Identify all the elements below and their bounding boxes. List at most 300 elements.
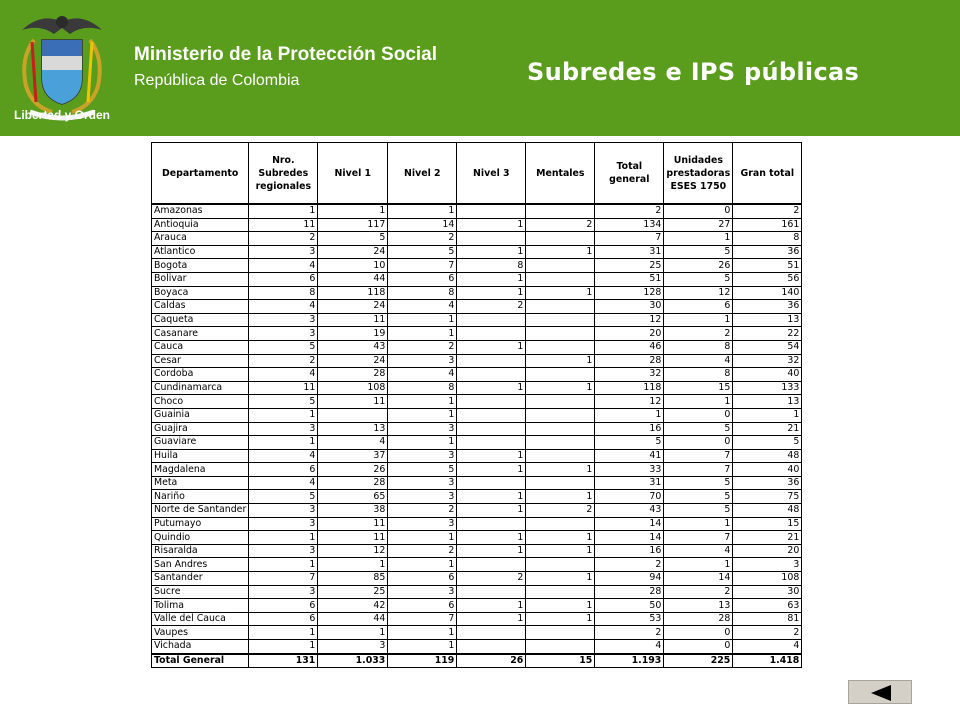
value-cell: 75: [733, 490, 802, 504]
department-cell: Bogota: [152, 259, 249, 273]
table-row: [152, 340, 802, 354]
value-cell: 161: [733, 218, 802, 232]
value-cell: 8: [249, 286, 318, 300]
value-cell: 14: [664, 572, 733, 586]
department-cell: Guainia: [152, 408, 249, 422]
column-header: Nivel 3: [457, 143, 526, 205]
value-cell: 8: [664, 368, 733, 382]
value-cell: 108: [318, 381, 388, 395]
value-cell: 3: [388, 354, 457, 368]
total-value-cell: 119: [388, 654, 457, 668]
value-cell: 1: [249, 640, 318, 654]
department-cell: Magdalena: [152, 463, 249, 477]
value-cell: 32: [595, 368, 664, 382]
value-cell: 13: [733, 313, 802, 327]
table-row: [152, 313, 802, 327]
value-cell: 25: [318, 585, 388, 599]
value-cell: [457, 640, 526, 654]
table-row: [152, 422, 802, 436]
value-cell: 21: [733, 422, 802, 436]
value-cell: 2: [595, 558, 664, 572]
value-cell: [457, 232, 526, 246]
value-cell: 5: [664, 504, 733, 518]
value-cell: 11: [318, 313, 388, 327]
department-cell: Nariño: [152, 490, 249, 504]
value-cell: 1: [457, 218, 526, 232]
value-cell: 5: [664, 245, 733, 259]
department-cell: Risaralda: [152, 544, 249, 558]
value-cell: 7: [388, 612, 457, 626]
value-cell: 8: [733, 232, 802, 246]
value-cell: 0: [664, 204, 733, 218]
department-cell: Vaupes: [152, 626, 249, 640]
value-cell: 6: [249, 463, 318, 477]
value-cell: 28: [595, 354, 664, 368]
value-cell: 5: [664, 422, 733, 436]
table-row: [152, 408, 802, 422]
table-row: [152, 449, 802, 463]
department-cell: Choco: [152, 395, 249, 409]
value-cell: 16: [595, 422, 664, 436]
table-row: [152, 626, 802, 640]
value-cell: 4: [249, 449, 318, 463]
value-cell: 3: [388, 490, 457, 504]
value-cell: 40: [733, 368, 802, 382]
value-cell: 3: [249, 585, 318, 599]
value-cell: 2: [733, 626, 802, 640]
value-cell: 2: [595, 626, 664, 640]
value-cell: 43: [595, 504, 664, 518]
value-cell: 1: [595, 408, 664, 422]
value-cell: 31: [595, 476, 664, 490]
value-cell: 1: [249, 436, 318, 450]
value-cell: [526, 313, 595, 327]
value-cell: [526, 259, 595, 273]
value-cell: 50: [595, 599, 664, 613]
department-cell: Tolima: [152, 599, 249, 613]
value-cell: [526, 558, 595, 572]
table-row: [152, 245, 802, 259]
value-cell: 4: [318, 436, 388, 450]
table-row: [152, 300, 802, 314]
header-banner: [0, 0, 960, 136]
value-cell: 1: [526, 463, 595, 477]
value-cell: 30: [733, 585, 802, 599]
table-row: [152, 327, 802, 341]
value-cell: 1: [526, 599, 595, 613]
ministry-name: Ministerio de la Protección Social: [134, 44, 438, 65]
value-cell: 1: [388, 395, 457, 409]
value-cell: 36: [733, 300, 802, 314]
table-row: [152, 476, 802, 490]
value-cell: 7: [595, 232, 664, 246]
value-cell: 1: [457, 612, 526, 626]
value-cell: 28: [318, 368, 388, 382]
value-cell: 1: [457, 531, 526, 545]
value-cell: 2: [388, 232, 457, 246]
motto-text-graphic: [12, 104, 112, 126]
value-cell: 118: [595, 381, 664, 395]
value-cell: 3: [733, 558, 802, 572]
value-cell: 6: [388, 572, 457, 586]
value-cell: 3: [388, 422, 457, 436]
department-cell: Huila: [152, 449, 249, 463]
department-cell: Arauca: [152, 232, 249, 246]
value-cell: [457, 408, 526, 422]
value-cell: 15: [733, 517, 802, 531]
value-cell: 5: [664, 272, 733, 286]
value-cell: 4: [249, 368, 318, 382]
value-cell: 2: [664, 585, 733, 599]
table-row: [152, 612, 802, 626]
value-cell: [457, 436, 526, 450]
value-cell: 3: [249, 517, 318, 531]
value-cell: 1: [249, 408, 318, 422]
total-value-cell: 1.418: [733, 654, 802, 668]
value-cell: 5: [249, 490, 318, 504]
value-cell: 1: [388, 408, 457, 422]
value-cell: 5: [388, 245, 457, 259]
department-cell: Bolivar: [152, 272, 249, 286]
value-cell: 2: [388, 504, 457, 518]
table-row: [152, 204, 802, 218]
value-cell: 1: [664, 313, 733, 327]
value-cell: 11: [318, 531, 388, 545]
table-row: [152, 463, 802, 477]
value-cell: 1: [388, 626, 457, 640]
department-cell: Cundinamarca: [152, 381, 249, 395]
value-cell: 2: [526, 218, 595, 232]
slide-title: Subredes e IPS públicas: [527, 58, 860, 86]
value-cell: [526, 204, 595, 218]
value-cell: 0: [664, 436, 733, 450]
value-cell: [457, 626, 526, 640]
value-cell: 1: [526, 572, 595, 586]
value-cell: [526, 300, 595, 314]
svg-text:Libertad y Orden: Libertad y Orden: [13, 108, 111, 122]
value-cell: 1: [457, 381, 526, 395]
table-row: [152, 599, 802, 613]
department-cell: Putumayo: [152, 517, 249, 531]
value-cell: 2: [595, 204, 664, 218]
value-cell: 1: [318, 204, 388, 218]
value-cell: 12: [318, 544, 388, 558]
value-cell: 1: [664, 395, 733, 409]
column-header: Nivel 1: [318, 143, 388, 205]
department-cell: Sucre: [152, 585, 249, 599]
total-value-cell: 131: [249, 654, 318, 668]
department-cell: Boyaca: [152, 286, 249, 300]
value-cell: 20: [733, 544, 802, 558]
value-cell: 1: [526, 354, 595, 368]
value-cell: 51: [595, 272, 664, 286]
department-cell: Quindio: [152, 531, 249, 545]
table-row: [152, 436, 802, 450]
value-cell: 1: [664, 517, 733, 531]
department-cell: Guaviare: [152, 436, 249, 450]
value-cell: [457, 327, 526, 341]
value-cell: 1: [526, 531, 595, 545]
value-cell: [457, 204, 526, 218]
table-row: [152, 232, 802, 246]
table-row: [152, 286, 802, 300]
department-cell: Amazonas: [152, 204, 249, 218]
value-cell: 4: [595, 640, 664, 654]
value-cell: 13: [733, 395, 802, 409]
value-cell: 8: [457, 259, 526, 273]
value-cell: 1: [457, 272, 526, 286]
value-cell: 19: [318, 327, 388, 341]
value-cell: [526, 408, 595, 422]
value-cell: 3: [388, 517, 457, 531]
value-cell: 22: [733, 327, 802, 341]
value-cell: 117: [318, 218, 388, 232]
value-cell: 12: [595, 395, 664, 409]
value-cell: 1: [457, 449, 526, 463]
value-cell: [526, 232, 595, 246]
value-cell: 11: [318, 395, 388, 409]
value-cell: 1: [664, 558, 733, 572]
value-cell: 36: [733, 245, 802, 259]
value-cell: [526, 436, 595, 450]
column-header: Total general: [595, 143, 664, 205]
total-value-cell: 1.193: [595, 654, 664, 668]
value-cell: 1: [457, 599, 526, 613]
table-header-row: [152, 143, 802, 205]
value-cell: 37: [318, 449, 388, 463]
value-cell: 5: [664, 490, 733, 504]
value-cell: 1: [733, 408, 802, 422]
value-cell: 44: [318, 612, 388, 626]
value-cell: 1: [526, 381, 595, 395]
department-cell: Valle del Cauca: [152, 612, 249, 626]
table-row: [152, 640, 802, 654]
value-cell: 1: [457, 340, 526, 354]
value-cell: 4: [664, 354, 733, 368]
department-cell: Atlantico: [152, 245, 249, 259]
value-cell: 5: [664, 476, 733, 490]
value-cell: 56: [733, 272, 802, 286]
value-cell: 11: [318, 517, 388, 531]
value-cell: 3: [249, 422, 318, 436]
value-cell: 1: [249, 531, 318, 545]
value-cell: 6: [388, 272, 457, 286]
value-cell: 12: [595, 313, 664, 327]
department-cell: Vichada: [152, 640, 249, 654]
value-cell: 2: [733, 204, 802, 218]
value-cell: 24: [318, 245, 388, 259]
value-cell: 4: [388, 300, 457, 314]
value-cell: [457, 368, 526, 382]
department-cell: Meta: [152, 476, 249, 490]
value-cell: 3: [388, 476, 457, 490]
value-cell: 3: [249, 245, 318, 259]
value-cell: [526, 517, 595, 531]
value-cell: 1: [388, 313, 457, 327]
value-cell: 1: [526, 544, 595, 558]
value-cell: 118: [318, 286, 388, 300]
value-cell: 1: [457, 245, 526, 259]
back-button[interactable]: [848, 680, 912, 704]
value-cell: 41: [595, 449, 664, 463]
value-cell: 70: [595, 490, 664, 504]
value-cell: 3: [249, 313, 318, 327]
value-cell: 5: [318, 232, 388, 246]
table-row: [152, 272, 802, 286]
column-header: Nro. Subredes regionales: [249, 143, 318, 205]
value-cell: 44: [318, 272, 388, 286]
value-cell: 81: [733, 612, 802, 626]
table-row: [152, 558, 802, 572]
value-cell: 42: [318, 599, 388, 613]
value-cell: [457, 585, 526, 599]
value-cell: 63: [733, 599, 802, 613]
value-cell: [526, 476, 595, 490]
table-row: [152, 259, 802, 273]
department-cell: Caqueta: [152, 313, 249, 327]
total-value-cell: 26: [457, 654, 526, 668]
value-cell: 4: [388, 368, 457, 382]
value-cell: 2: [249, 232, 318, 246]
value-cell: [526, 585, 595, 599]
value-cell: 14: [595, 517, 664, 531]
department-cell: Caldas: [152, 300, 249, 314]
department-cell: Guajira: [152, 422, 249, 436]
value-cell: 1: [457, 544, 526, 558]
value-cell: 2: [457, 300, 526, 314]
value-cell: 2: [526, 504, 595, 518]
value-cell: 2: [249, 354, 318, 368]
value-cell: 1: [457, 490, 526, 504]
table-row: [152, 218, 802, 232]
value-cell: 54: [733, 340, 802, 354]
total-label-cell: Total General: [152, 654, 249, 668]
value-cell: 1: [388, 558, 457, 572]
department-cell: Cesar: [152, 354, 249, 368]
value-cell: 2: [664, 327, 733, 341]
value-cell: 2: [388, 340, 457, 354]
republic-name: República de Colombia: [134, 72, 300, 89]
value-cell: 1: [664, 232, 733, 246]
value-cell: [526, 395, 595, 409]
value-cell: 133: [733, 381, 802, 395]
value-cell: 27: [664, 218, 733, 232]
value-cell: [457, 476, 526, 490]
value-cell: 4: [249, 476, 318, 490]
value-cell: 1: [388, 436, 457, 450]
total-row: [152, 654, 802, 668]
total-value-cell: 225: [664, 654, 733, 668]
value-cell: [526, 449, 595, 463]
value-cell: 85: [318, 572, 388, 586]
value-cell: 1: [318, 626, 388, 640]
value-cell: 1: [526, 612, 595, 626]
value-cell: [457, 517, 526, 531]
value-cell: 6: [388, 599, 457, 613]
value-cell: 20: [595, 327, 664, 341]
value-cell: 28: [318, 476, 388, 490]
value-cell: [526, 626, 595, 640]
value-cell: 0: [664, 626, 733, 640]
value-cell: 1: [526, 490, 595, 504]
value-cell: 7: [664, 531, 733, 545]
value-cell: 8: [388, 381, 457, 395]
value-cell: 30: [595, 300, 664, 314]
value-cell: 53: [595, 612, 664, 626]
value-cell: [526, 272, 595, 286]
value-cell: 5: [249, 395, 318, 409]
value-cell: 4: [733, 640, 802, 654]
department-cell: Casanare: [152, 327, 249, 341]
table-row: [152, 504, 802, 518]
department-cell: San Andres: [152, 558, 249, 572]
value-cell: 10: [318, 259, 388, 273]
value-cell: 128: [595, 286, 664, 300]
value-cell: 1: [526, 245, 595, 259]
value-cell: 7: [388, 259, 457, 273]
value-cell: [457, 422, 526, 436]
value-cell: 1: [388, 640, 457, 654]
value-cell: 1: [388, 327, 457, 341]
value-cell: 46: [595, 340, 664, 354]
value-cell: 5: [388, 463, 457, 477]
value-cell: 1: [249, 558, 318, 572]
value-cell: 31: [595, 245, 664, 259]
value-cell: 11: [249, 381, 318, 395]
value-cell: [457, 395, 526, 409]
value-cell: 1: [318, 558, 388, 572]
value-cell: 33: [595, 463, 664, 477]
value-cell: 48: [733, 449, 802, 463]
value-cell: 2: [388, 544, 457, 558]
table-row: [152, 531, 802, 545]
value-cell: 5: [595, 436, 664, 450]
triangle-left-icon: [869, 684, 893, 702]
value-cell: [457, 354, 526, 368]
table-row: [152, 381, 802, 395]
value-cell: 14: [388, 218, 457, 232]
table-row: [152, 395, 802, 409]
value-cell: 21: [733, 531, 802, 545]
value-cell: 28: [595, 585, 664, 599]
value-cell: 94: [595, 572, 664, 586]
value-cell: 6: [249, 599, 318, 613]
value-cell: 4: [249, 300, 318, 314]
value-cell: 3: [388, 449, 457, 463]
value-cell: 4: [664, 544, 733, 558]
value-cell: 25: [595, 259, 664, 273]
table-row: [152, 517, 802, 531]
column-header: Nivel 2: [388, 143, 457, 205]
value-cell: 12: [664, 286, 733, 300]
value-cell: 13: [664, 599, 733, 613]
table-row: [152, 585, 802, 599]
total-value-cell: 15: [526, 654, 595, 668]
value-cell: 51: [733, 259, 802, 273]
value-cell: 16: [595, 544, 664, 558]
value-cell: 24: [318, 354, 388, 368]
value-cell: 3: [249, 327, 318, 341]
total-value-cell: 1.033: [318, 654, 388, 668]
value-cell: 8: [664, 340, 733, 354]
value-cell: [318, 408, 388, 422]
value-cell: 40: [733, 463, 802, 477]
department-cell: Antioquia: [152, 218, 249, 232]
value-cell: 1: [388, 531, 457, 545]
department-cell: Cordoba: [152, 368, 249, 382]
value-cell: 14: [595, 531, 664, 545]
value-cell: 28: [664, 612, 733, 626]
